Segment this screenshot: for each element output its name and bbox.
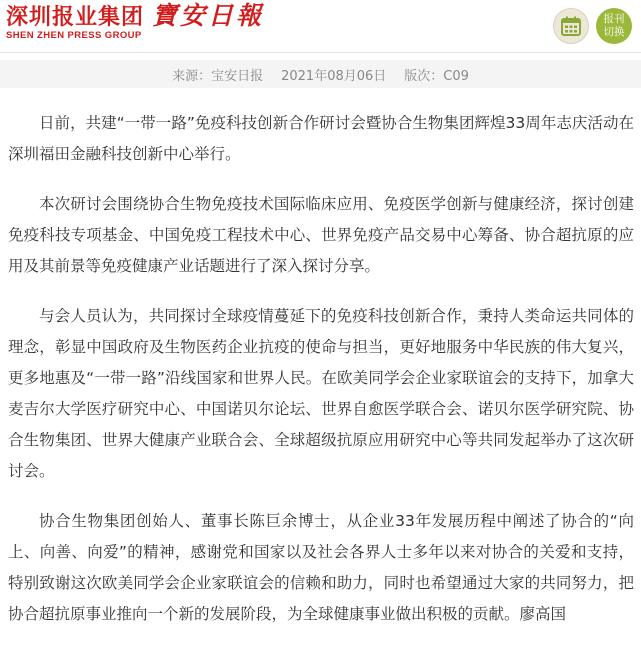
article-body	[8, 108, 634, 649]
article-paragraph: 本次研讨会围绕协合生物免疫技术国际临床应用、免疫医学创新与健康经济，探讨创建免疫科技专项基金、中国免疫工程技术中心、世界免疫产品交易中心筹备、协合超抗原的应用及其前景等免疫健康产业话题进行了深入探讨分享。	[8, 195, 634, 275]
article-paragraph: 与会人员认为，共同探讨全球疫情蔓延下的免疫科技创新合作，秉持人类命运共同体的理念，彰显中国政府及生物医药企业抗疫的使命与担当，更好地服务中华民族的伟大复兴，更多地惠及“一带一路”沿线国家和世界人民。在欧美同学会企业家联谊会的支持下，加拿大麦吉尔大学医疗研究中心、中国诺贝尔论坛、世界自愈医学联合会、诺贝尔医学研究院、协合生物集团、世界大健康产业联合会、全球超级抗原应用研究中心等共同发起举办了这次研讨会。	[8, 307, 634, 480]
calendar-icon	[560, 15, 582, 37]
brand-en-name: SHEN ZHEN PRESS GROUP	[6, 30, 142, 41]
calendar-button[interactable]	[553, 8, 589, 44]
brand-cn-name: 深圳报业集团	[6, 4, 145, 30]
article-edition: 版次：C09	[404, 68, 469, 84]
newspaper-switch-button[interactable]	[596, 8, 632, 44]
brand-logo[interactable]	[6, 1, 265, 42]
article-meta	[0, 60, 641, 88]
masthead	[0, 0, 641, 53]
article-paragraph: 协合生物集团创始人、董事长陈巨余博士，从企业33年发展历程中阐述了协合的“向上、向善、向爱”的精神，感谢党和国家以及社会各界人士多年以来对协合的关爱和支持，特别致谢这次欧美同学会企业家联谊会的信赖和助力，同时也希望通过大家的共同努力，把协合超抗原事业推向一个新的发展阶段，为全球健康事业做出积极的贡献。廖高国	[8, 512, 634, 623]
article-source: 来源：宝安日报	[172, 68, 264, 84]
article-paragraph: 日前，共建“一带一路”免疫科技创新合作研讨会暨协合生物集团辉煌33周年志庆活动在深圳福田金融科技创新中心举行。	[8, 114, 634, 163]
brand-calligraphy: 寶安日報	[152, 1, 265, 30]
switch-label: 报刊切换	[603, 13, 625, 38]
article-date: 2021年08月06日	[281, 68, 387, 84]
